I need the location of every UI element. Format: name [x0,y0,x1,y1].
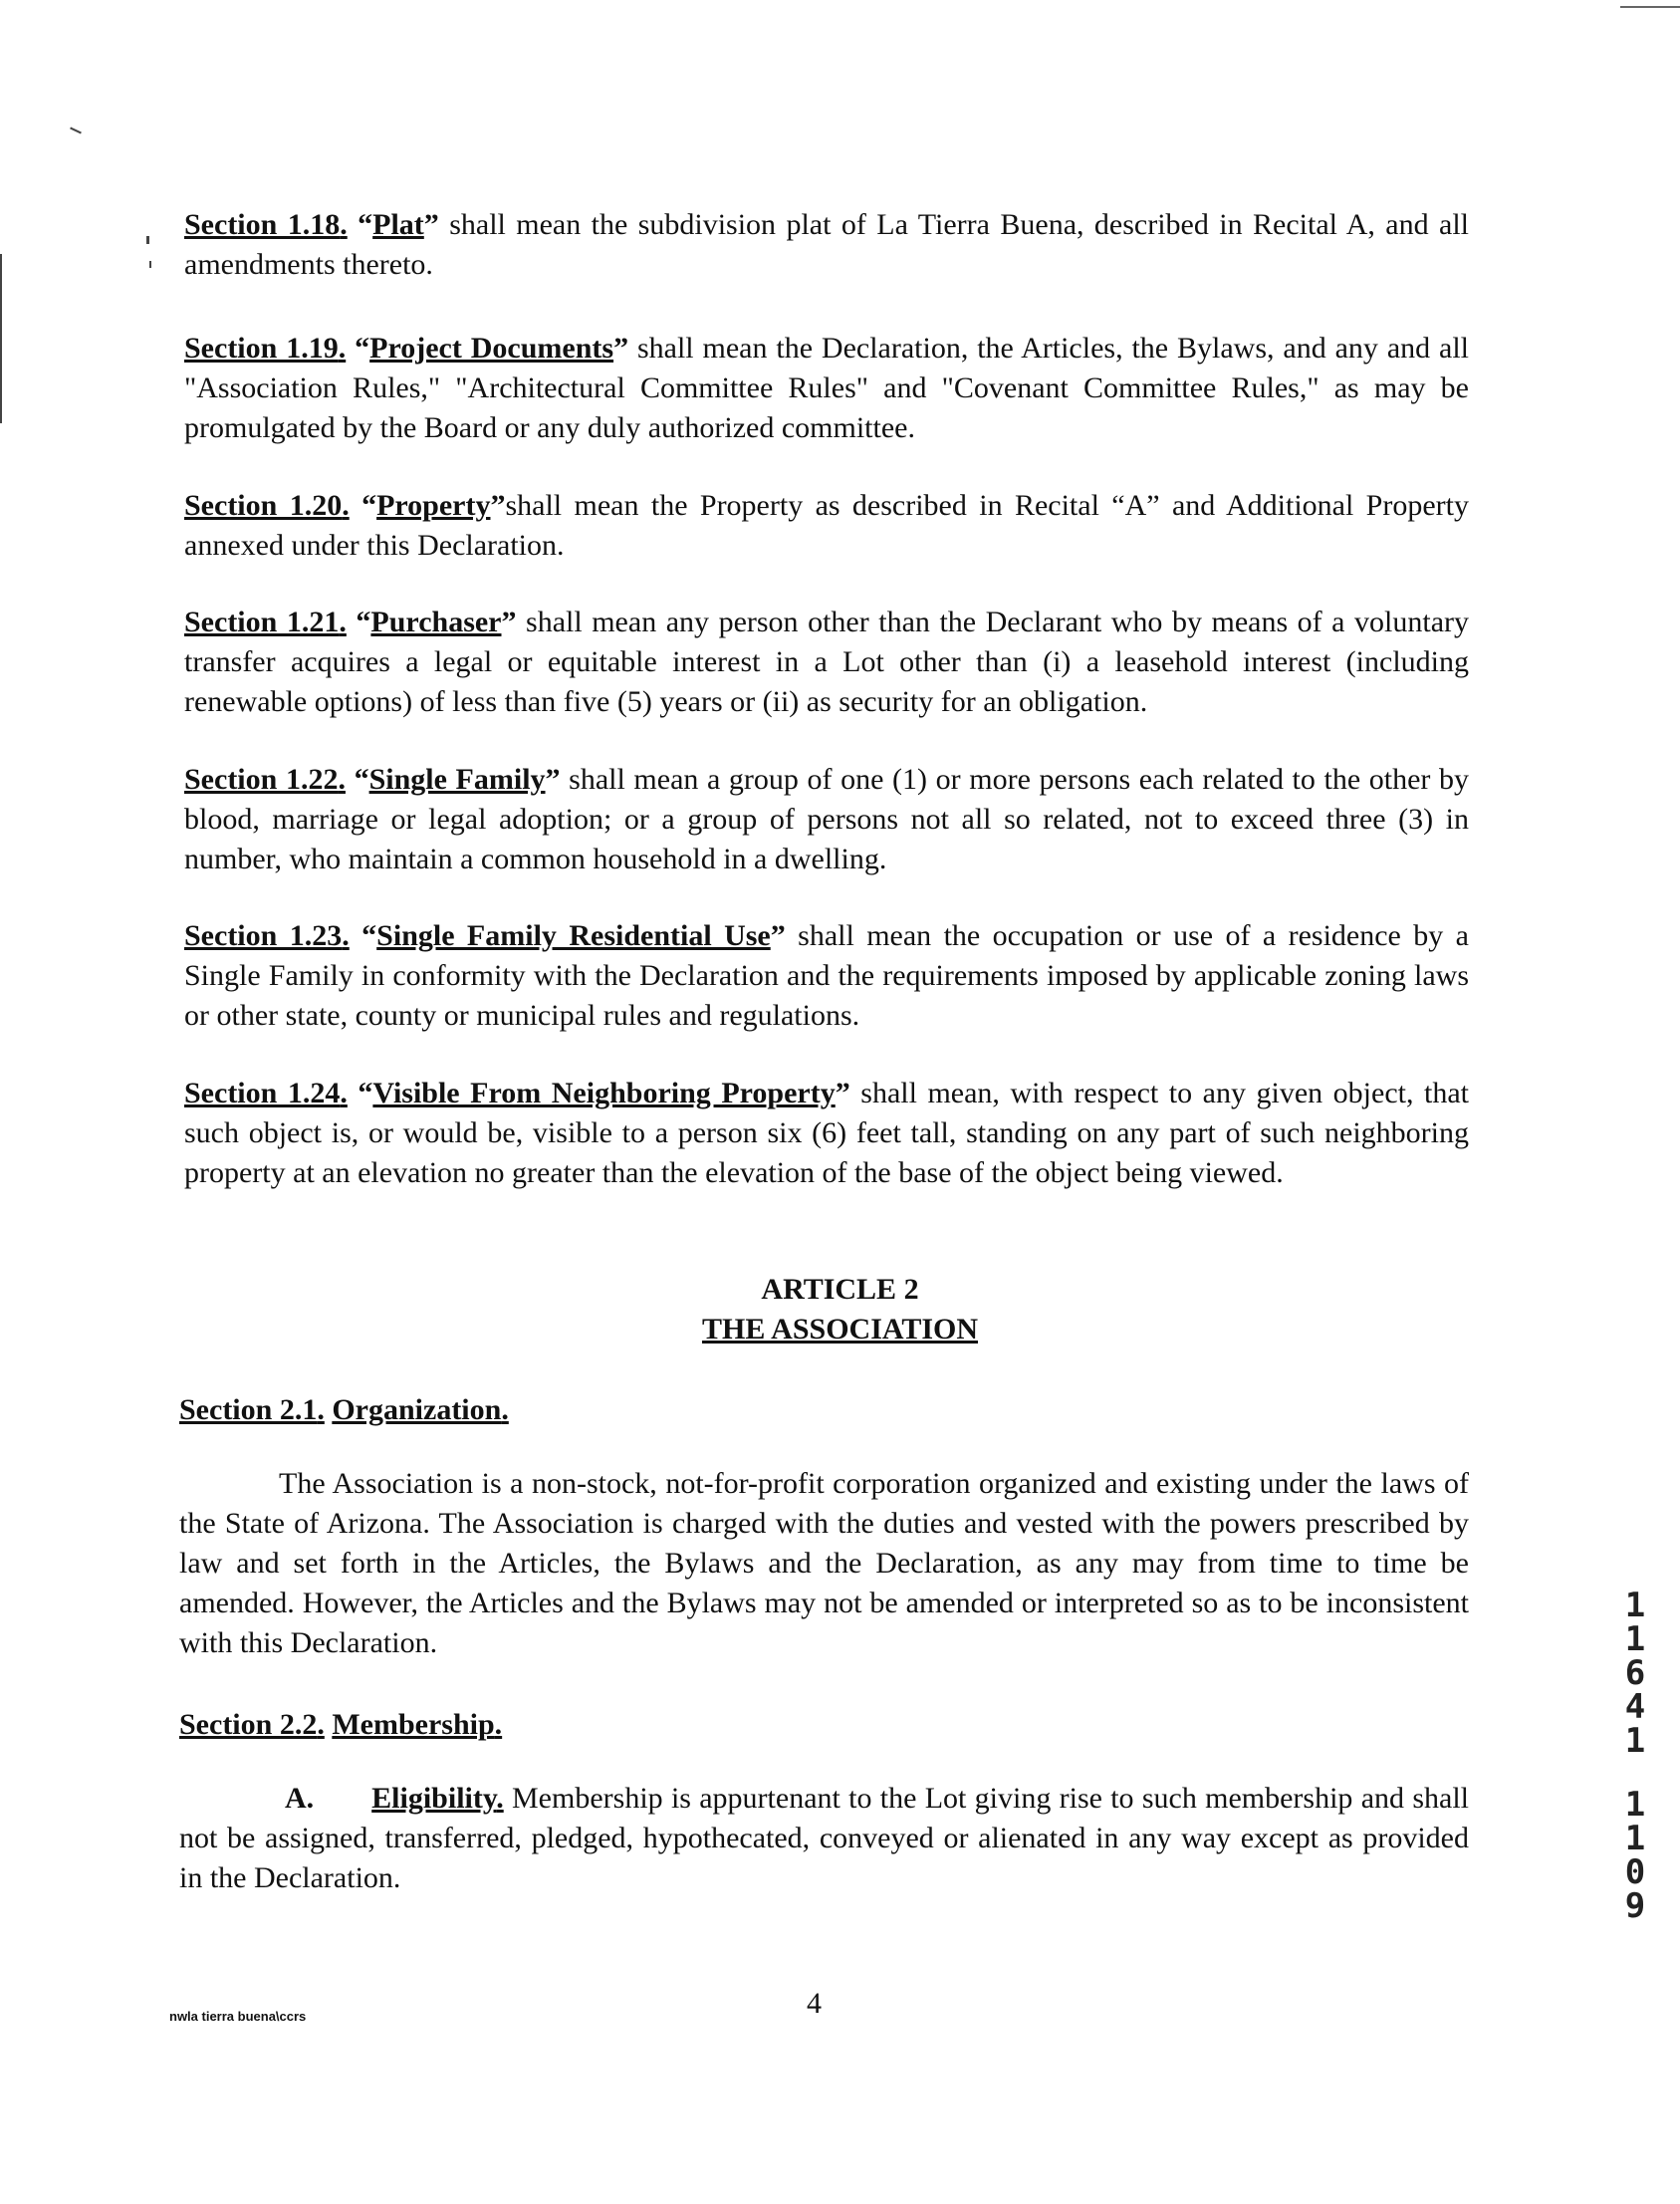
defined-term: Purchaser [370,606,502,638]
defined-term: Project Documents [369,332,614,365]
recording-stamp-bottom: 1 1 0 9 [1624,1785,1646,1926]
item-text: Membership is appurtenant to the Lot giving rise to such membership and shall not be assigned, transferred, pledged, hypothecated, conveyed or alienated in any way except as provided in the Declaration. [179,1782,1469,1894]
section-title: Membership [332,1708,495,1741]
section-1-20: Section 1.20. “Property”shall mean the Property as described in Recital “A” and Additional Property annexed under this Declaration. [184,489,1469,562]
section-number: Section 1.23 [184,919,343,952]
section-title: Organization [332,1393,502,1426]
recording-stamp-top: 1 1 6 4 1 [1624,1586,1646,1761]
section-number: Section 2.2 [179,1708,318,1741]
section-2-2-heading: Section 2.2. Membership. [179,1708,503,1741]
section-1-19: Section 1.19. “Project Documents” shall mean the Declaration, the Articles, the Bylaws, and any and all "Association Rules," "Architectural Committee Rules" and "Covenant Committee Rules," as may be promulgated by the Board or any duly authorized committee. [184,332,1470,444]
article-title-text: THE ASSOCIATION [701,1313,979,1346]
section-1-21: Section 1.21. “Purchaser” shall mean any person other than the Declarant who by means of a voluntary transfer acquires a legal or equitable interest in a Lot other than (i) a leasehold interest (including renewable options) of less than five (5) years or (ii) as security for an obligation. [184,606,1470,718]
section-text: shall mean, with respect to any given object, that such object is, or would be, visible to a person six (6) feet tall, standing on any part of such neighboring property at an elevation no greater than the elevation of the base of the object being viewed. [184,1077,1469,1189]
section-1-24: Section 1.24. “Visible From Neighboring Property” shall mean, with respect to any given object, that such object is, or would be, visible to a person six (6) feet tall, standing on any part of such neighboring property at an elevation no greater than the elevation of the base of the object being viewed. [184,1077,1469,1189]
item-title: Eligibility [371,1782,497,1815]
section-number: Section 1.22 [184,763,339,796]
scan-mark [1620,6,1680,8]
file-path-label: nwla tierra buena\ccrs [169,2009,307,2024]
section-text: shall mean the occupation or use of a residence by a Single Family in conformity with the Declaration and the requirements imposed by applicable zoning laws or other state, county or municipal rules and regulations. [184,919,1470,1032]
section-1-18: Section 1.18. “Plat” shall mean the subdivision plat of La Tierra Buena, described in Recital A, and all amendments thereto. [184,208,1469,281]
defined-term: Plat [372,208,424,241]
scan-mark [146,236,149,244]
page-number: 4 [807,1987,822,2020]
scan-mark [0,254,2,423]
article-number: ARTICLE 2 [761,1273,919,1306]
section-1-23: Section 1.23. “Single Family Residential Use” shall mean the occupation or use of a residence by a Single Family in conformity with the Declaration and the requirements imposed by applicable zoning laws or other state, county or municipal rules and regulations. [184,919,1470,1032]
section-number: Section 1.21 [184,606,340,638]
defined-term: Single Family [368,763,546,796]
section-text: shall mean the Declaration, the Articles, the Bylaws, and any and all "Association Rules," "Architectural Committee Rules" and "Covenant Committee Rules," as may be promulgated by the Board or any duly authorized committee. [184,332,1470,444]
section-number: Section 1.24 [184,1077,341,1109]
section-2-2-item-a: A. Eligibility. Membership is appurtenant to the Lot giving rise to such membership and shall not be assigned, transferred, pledged, hypothecated, conveyed or alienated in any way except as provided in the Declaration. [179,1782,1469,1894]
section-text: shall mean the Property as described in Recital “A” and Additional Property annexed under this Declaration. [184,489,1469,562]
section-number: Section 2.1 [179,1393,318,1426]
article-title [0,1310,1680,1349]
section-number: Section 1.19 [184,332,339,365]
section-2-1-heading: Section 2.1. Organization. [179,1393,509,1426]
defined-term: Single Family Residential Use [376,919,771,952]
section-1-22: Section 1.22. “Single Family” shall mean a group of one (1) or more persons each related to the other by blood, marriage or legal adoption; or a group of persons not all so related, not to exceed three (3) in number, who maintain a common household in a dwelling. [184,763,1470,875]
section-text: shall mean any person other than the Declarant who by means of a voluntary transfer acquires a legal or equitable interest in a Lot other than (i) a leasehold interest (including renewable options) of less than five (5) years or (ii) as security for an obligation. [184,606,1470,718]
section-number: Section 1.18 [184,208,341,241]
section-2-1-body: The Association is a non-stock, not-for-profit corporation organized and existing under the laws of the State of Arizona. The Association is charged with the duties and vested with the powers prescribed by law and set forth in the Articles, the Bylaws and the Declaration, as any may from time to time be amended. However, the Articles and the Bylaws may not be amended or interpreted so as to be inconsistent with this Declaration. [179,1467,1469,1659]
item-letter: A. [285,1782,315,1815]
section-text: shall mean the subdivision plat of La Tierra Buena, described in Recital A, and all amendments thereto. [184,208,1469,281]
defined-term: Visible From Neighboring Property [372,1077,836,1109]
section-text: shall mean a group of one (1) or more persons each related to the other by blood, marriage or legal adoption; or a group of persons not all so related, not to exceed three (3) in number, who maintain a common household in a dwelling. [184,763,1470,875]
scan-mark [70,127,82,134]
section-number: Section 1.20 [184,489,343,522]
defined-term: Property [376,489,491,522]
scan-mark [149,261,151,268]
